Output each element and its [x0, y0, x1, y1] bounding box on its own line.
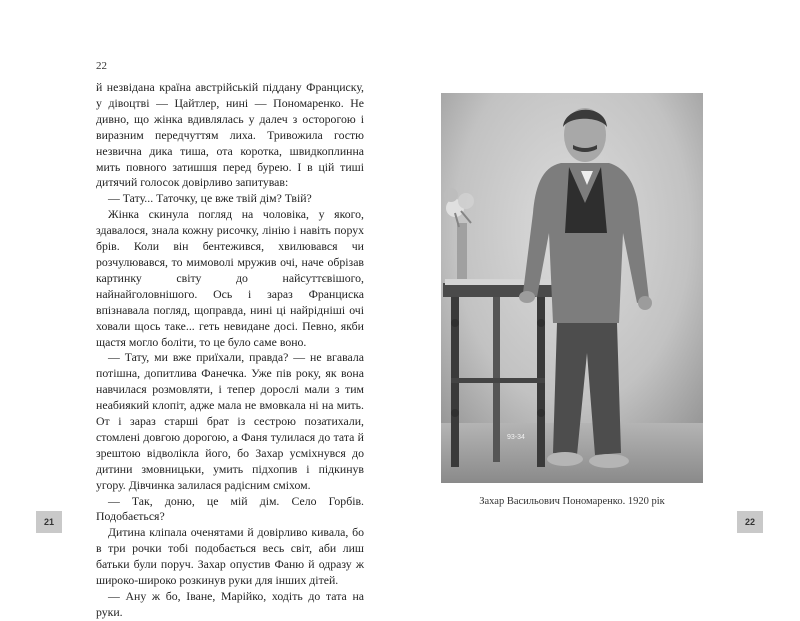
photo-caption: Захар Васильович Пономаренко. 1920 рік	[479, 496, 665, 507]
paragraph: Жінка скинула погляд на чоловіка, у якого, здавалося, знала кожну рисочку, лінію і навіть порух брів. Коли він бентежився, хвилювався чи розчулювався, то мимоволі мружив очі, наче обрізав картинку світу до найсуттєвішого, найнайголовнішого. Ось і зараз Франциска впізнавала погляд, щоправда, нині ці найрідніші очі ховали щось таке... геть невидане досі. Певно, якби щастя могло боліти, то це було саме воно.	[96, 207, 364, 349]
paragraph: Дитина кліпала оченятами й довірливо кивала, бо в три рочки тобі подобається весь світ, аби лиш батьки були поруч. Захар опустив Фаню й одразу ж широко-широко розкинув руки для інших дітей.	[96, 525, 364, 588]
page-number-badge-right: 22	[737, 511, 763, 533]
paragraph: — Так, доню, це мій дім. Село Горбів. Подобається?	[96, 493, 364, 524]
photo-inscription: 93-34	[507, 434, 525, 441]
paragraph: — Ану ж бо, Іване, Марійко, ходіть до тата на руки.	[96, 589, 364, 619]
running-page-number: 22	[96, 60, 107, 72]
left-page	[0, 0, 400, 619]
page-number-badge-left: 21	[36, 511, 62, 533]
body-text	[96, 80, 364, 621]
paragraph: — Тату, ми вже приїхали, правда? — не вгавала потішна, допитлива Фанечка. Уже пів року, як вона навчилася розмовляти, і тепер дорослі мали з тим неабиякий клопіт, адже мала не вмовкала ні на мить. От і зараз старші брат із сестрою позатихали, стомлені довгою дорогою, а Фаня тулилася до тата й зрештою відволікла його, бо Захар усміхнувся до дитини змовницьки, умить підхопив і підкинув угору. Дівчинка залилася радісним сміхом.	[96, 350, 364, 492]
paragraph: — Тату... Таточку, це вже твій дім? Твій?	[108, 191, 312, 206]
paragraph: й незвідана країна австрійській піддану Франциску, у дівоцтві — Цайтлер, нині — Пономаренко. Не дивно, що жінка вдивлялась у далеч з осторогою і виразним передчуттям лиха. Тривожила гостю незвична дика тиша, ота коротка, швидкоплинна мить повного затишшя перед бурею. І в цій тиші дитячий голосок довірливо запитував:	[96, 80, 364, 190]
portrait-photo	[441, 93, 703, 483]
